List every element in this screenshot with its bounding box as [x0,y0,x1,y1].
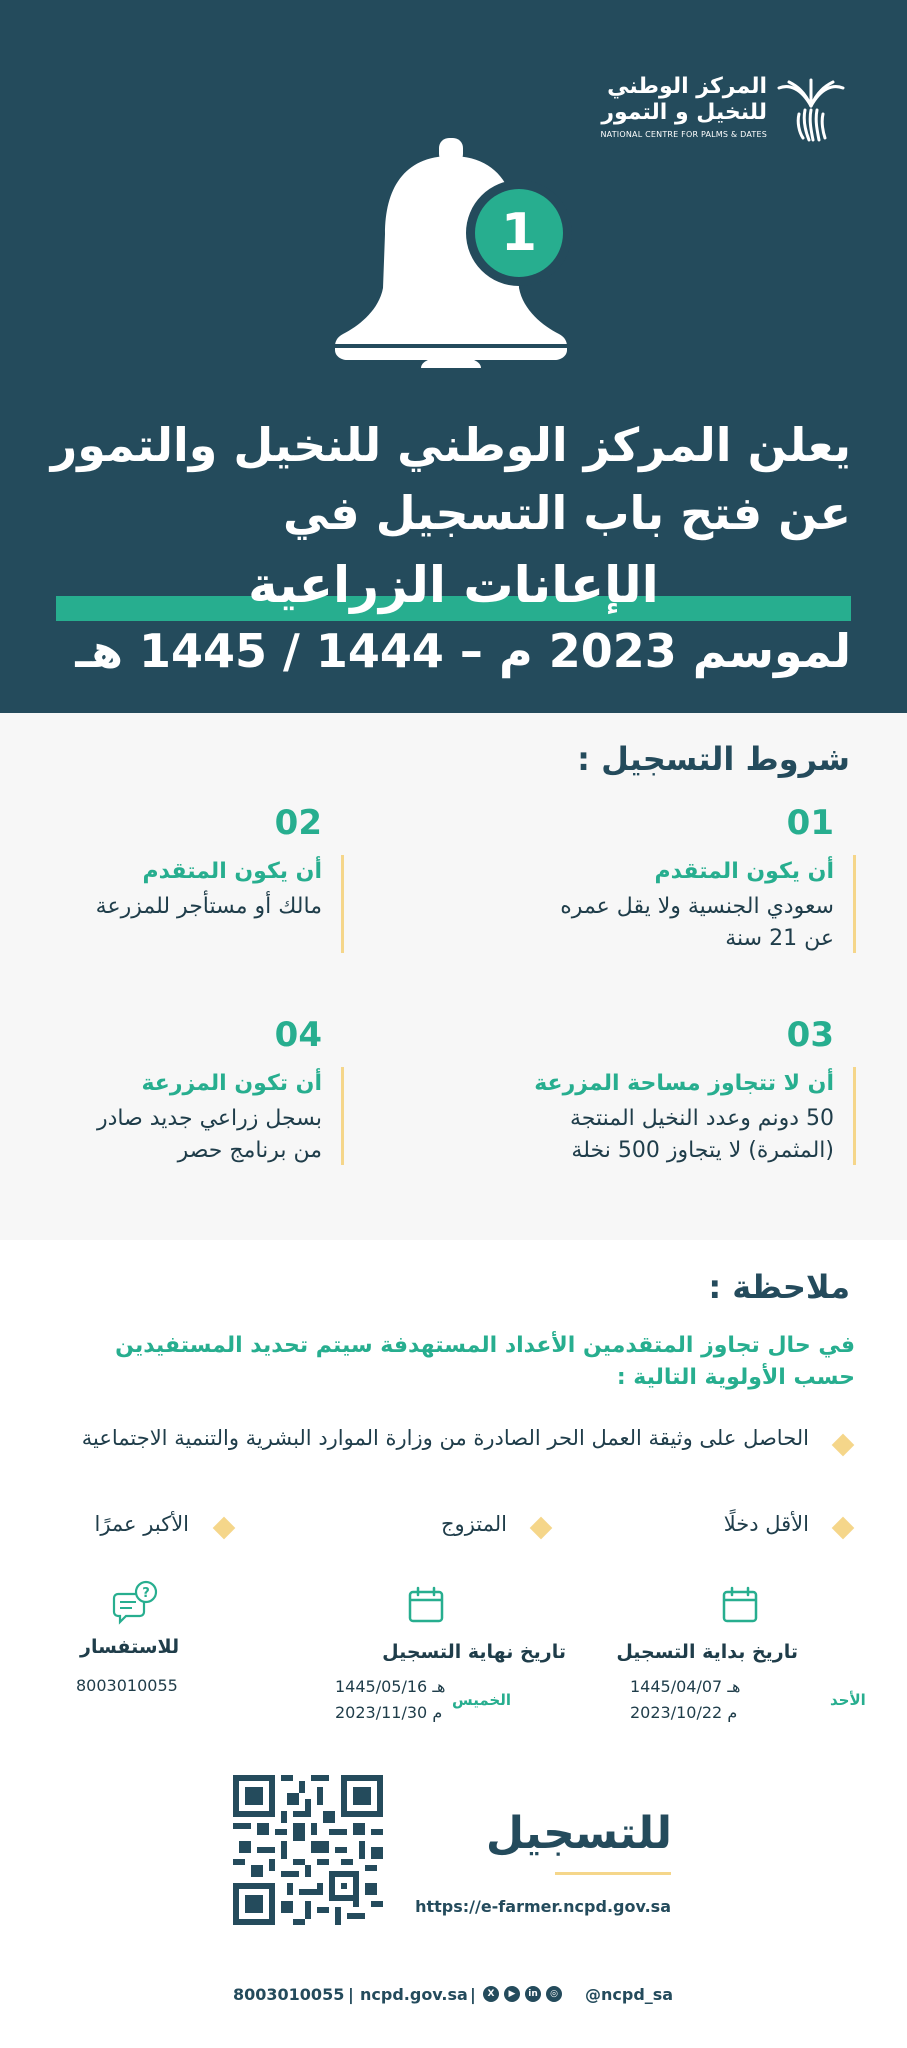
priority-freelance: الحاصل على وثيقة العمل الحر الصادرة من وزارة الموارد البشرية والتنمية الاجتماعية [81,1426,809,1450]
calendar-icon [406,1585,446,1625]
priority-lowest-income: الأقل دخلًا [723,1512,809,1536]
registration-start [590,1585,866,1755]
priority-oldest: الأكبر عمرًا [94,1512,189,1536]
condition-01 [546,803,856,953]
svg-text:?: ? [142,1586,150,1601]
condition-title: أن يكون المتقدم [654,859,834,884]
condition-divider [341,855,344,953]
priority-bullet [832,1434,855,1457]
condition-03 [534,1015,856,1165]
footer-website[interactable]: ncpd.gov.sa [360,1985,468,2004]
condition-body: 50 دونم وعدد النخيل المنتجة (المثمرة) لا يتجاوز 500 نخلة [569,1106,834,1163]
inquiry [70,1580,210,1750]
end-label: تاريخ نهاية التسجيل [382,1641,566,1663]
end-hijri: 1445/05/16 هـ [335,1677,446,1696]
header-banner [0,0,907,713]
condition-divider [341,1067,344,1165]
linkedin-icon[interactable]: in [525,1986,541,2002]
conditions-section [0,713,907,1240]
condition-divider [853,1067,856,1165]
priority-married: المتزوج [441,1512,507,1536]
notification-badge [466,180,572,286]
youtube-icon[interactable]: ▶ [504,1986,520,2002]
registration-end [300,1585,566,1755]
start-label: تاريخ بداية التسجيل [616,1641,798,1663]
footer [0,1983,907,2013]
note-title: ملاحظة : [708,1268,850,1306]
condition-body: سعودي الجنسية ولا يقل عمره عن 21 سنة [560,894,834,951]
start-day: الأحد [830,1691,866,1709]
headline-line-3: الإعانات الزراعية [248,556,659,614]
footer-separator: | [470,1985,476,2004]
qr-code[interactable] [233,1775,383,1925]
priority-bullet [832,1517,855,1540]
headline-line-1: يعلن المركز الوطني للنخيل والتمور [50,418,851,472]
condition-title: أن لا تتجاوز مساحة المزرعة [534,1071,834,1096]
headline-highlight [56,556,851,626]
condition-number: 03 [786,1015,834,1055]
headline-line-4: لموسم 2023 م – 1444 / 1445 هـ [75,624,851,678]
logo-name-ar-1: المركز الوطني [607,74,767,99]
start-hijri: 1445/04/07 هـ [630,1677,741,1696]
inquiry-label: للاستفسار [80,1636,180,1658]
chat-question-icon [112,1580,158,1626]
footer-handle[interactable]: @ncpd_sa [585,1985,674,2004]
instagram-icon[interactable]: ◎ [546,1986,562,2002]
logo-name-ar-2: للنخيل و التمور [601,100,767,125]
condition-body: بسجل زراعي جديد صادر من برنامج حصر [96,1106,322,1163]
inquiry-phone[interactable]: 8003010055 [76,1676,178,1695]
register-url[interactable]: https://e-farmer.ncpd.gov.sa [415,1897,671,1916]
end-day: الخميس [452,1691,511,1709]
register-underline [555,1872,671,1875]
condition-number: 04 [274,1015,322,1055]
palm-tree-icon [775,76,847,142]
condition-title: أن يكون المتقدم [142,859,322,884]
register-title: للتسجيل [485,1808,672,1859]
condition-divider [853,855,856,953]
calendar-icon [720,1585,760,1625]
ncpd-logo [600,72,847,147]
condition-02 [34,803,344,953]
badge-count: 1 [475,189,563,277]
conditions-title: شروط التسجيل : [577,740,850,778]
condition-04 [34,1015,344,1165]
priority-bullet [530,1517,553,1540]
x-icon[interactable]: X [483,1986,499,2002]
note-subtitle: في حال تجاوز المتقدمين الأعداد المستهدفة سيتم تحديد المستفيدين حسب الأولوية التالية : [115,1333,855,1390]
logo-name-en: NATIONAL CENTRE FOR PALMS & DATES [600,130,767,139]
condition-number: 02 [274,803,322,843]
end-gregorian: 2023/11/30 م [335,1703,443,1722]
start-gregorian: 2023/10/22 م [630,1703,738,1722]
priority-bullet [213,1517,236,1540]
condition-title: أن تكون المزرعة [141,1071,322,1096]
condition-number: 01 [786,803,834,843]
headline-line-2: عن فتح باب التسجيل في [283,486,851,540]
footer-separator: | [348,1985,354,2004]
footer-phone[interactable]: 8003010055 [233,1985,345,2004]
condition-body: مالك أو مستأجر للمزرعة [95,894,322,919]
